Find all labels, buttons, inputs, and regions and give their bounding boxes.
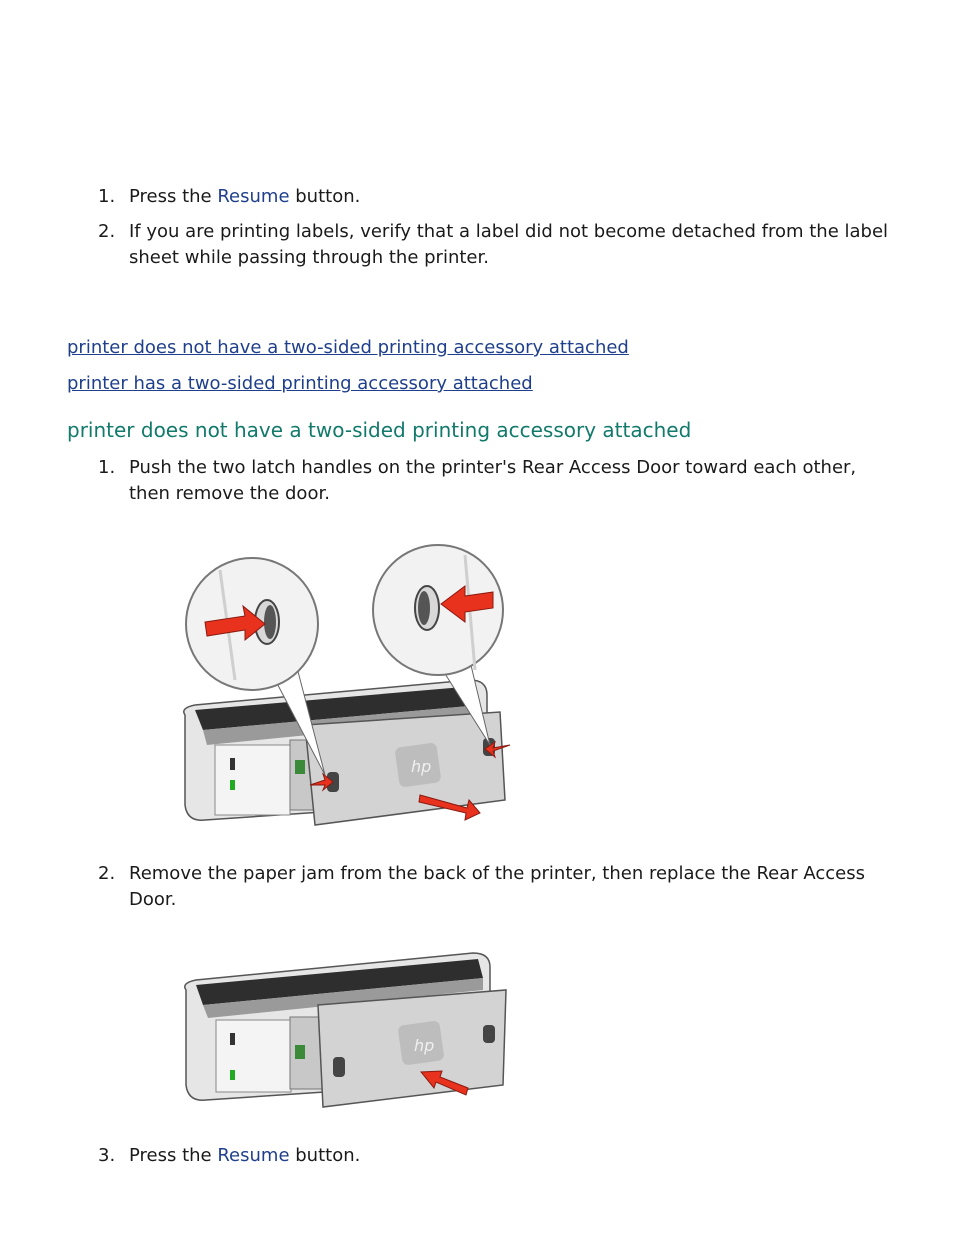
hp-logo-text: hp: [411, 757, 432, 776]
latch-right: [483, 1025, 495, 1043]
replace-door-illustration: [178, 945, 518, 1110]
hp-logo-text: hp: [414, 1036, 435, 1055]
list-number: 2.: [98, 863, 116, 884]
remove-door-illustration: [175, 540, 515, 830]
resume-keyword: Resume: [217, 186, 290, 207]
step-text-pre: Press the: [129, 1145, 218, 1166]
step-text-pre: Press the: [129, 186, 218, 207]
step-text-post: button.: [289, 1145, 361, 1166]
step-text-post: button.: [289, 186, 361, 207]
link-has-accessory[interactable]: printer has a two-sided printing accessory attached: [67, 373, 533, 394]
list-text: Remove the paper jam from the back of the printer, then replace the Rear Access Door.: [129, 863, 866, 910]
list-text: Push the two latch handles on the printer's Rear Access Door toward each other, then remove the door.: [129, 457, 857, 504]
list-number: 1.: [98, 457, 116, 478]
list-number: 1.: [98, 186, 116, 207]
list-number: 3.: [98, 1145, 116, 1166]
list-text: [129, 1143, 889, 1169]
link-no-accessory[interactable]: printer does not have a two-sided printing accessory attached: [67, 337, 629, 358]
list-text: [129, 184, 889, 210]
resume-keyword: Resume: [217, 1145, 290, 1166]
list-text: If you are printing labels, verify that a label did not become detached from the label sheet while passing through the printer.: [129, 221, 889, 268]
latch-left: [333, 1057, 345, 1077]
list-number: 2.: [98, 221, 116, 242]
section-heading: printer does not have a two-sided printing accessory attached: [67, 418, 692, 442]
